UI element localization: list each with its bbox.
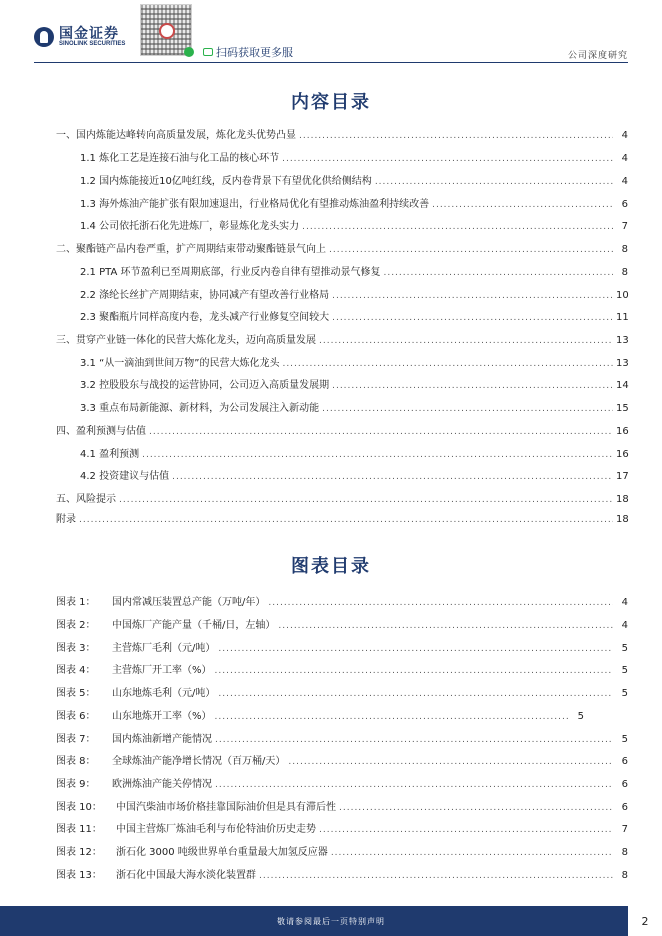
figure-entry[interactable]: 图表 2： 中国炼厂产能产量（千桶/日，左轴） ..... 4	[56, 618, 628, 632]
scan-tip-text: 扫码获取更多服	[216, 46, 293, 59]
figure-entry[interactable]: 图表 1： 国内常减压装置总产能（万吨/年） ..... 4	[56, 595, 628, 609]
figures-title: 图表目录	[291, 556, 371, 577]
toc-entry[interactable]: 2.1 PTA 环节盈利已至周期底部，行业反内卷自律有望推动景气修复 ..... 8	[80, 265, 628, 279]
toc-entry[interactable]: 3.1 “从一滴油到世间万物”的民营大炼化龙头 ..... 13	[80, 356, 628, 370]
toc-entry[interactable]: 五、风险提示 ..... 18	[56, 492, 628, 506]
logo-english-name: SINOLINK SECURITIES	[59, 41, 126, 47]
toc-title: 内容目录	[291, 92, 371, 113]
toc-entry[interactable]: 1.1 炼化工艺是连接石油与化工品的核心环节 ..... 4	[80, 151, 628, 165]
toc-entry[interactable]: 3.3 重点布局新能源、新材料，为公司发展注入新动能 ..... 15	[80, 401, 628, 415]
figure-entry[interactable]: 图表 13： 浙石化中国最大海水淡化装置群 ..... 8	[56, 868, 628, 882]
scan-icon	[203, 48, 213, 56]
toc-entry[interactable]: 三、贯穿产业链一体化的民营大炼化龙头，迈向高质量发展 ..... 13	[56, 333, 628, 347]
toc-entry[interactable]: 3.2 控股股东与战投的运营协同，公司迈入高质量发展期 ..... 14	[80, 378, 628, 392]
figure-entry[interactable]: 图表 7： 国内炼油新增产能情况 ..... 5	[56, 732, 628, 746]
figure-entry[interactable]: 图表 5： 山东地炼毛利（元/吨） ..... 5	[56, 686, 628, 700]
wechat-badge-icon	[184, 47, 194, 57]
figure-entry[interactable]: 图表 9： 欧洲炼油产能关停情况 ..... 6	[56, 777, 628, 791]
figure-entry[interactable]: 图表 11： 中国主营炼厂炼油毛利与布伦特油价历史走势 ..... 7	[56, 822, 628, 836]
header-divider	[34, 62, 628, 63]
toc-entry[interactable]: 4.1 盈利预测 ..... 16	[80, 447, 628, 461]
toc-entry[interactable]: 1.2 国内炼能接近10亿吨红线，反内卷背景下有望优化供给侧结构 ..... 4	[80, 174, 628, 188]
page-header	[0, 0, 662, 64]
scan-tip[interactable]	[203, 44, 293, 60]
figure-entry[interactable]: 图表 8： 全球炼油产能净增长情况（百万桶/天） ..... 6	[56, 754, 628, 768]
footer-disclaimer[interactable]: 敬请参阅最后一页特别声明	[277, 917, 385, 926]
page-number: 2	[641, 914, 649, 928]
company-logo	[34, 26, 125, 48]
toc-entry[interactable]: 一、国内炼能达峰转向高质量发展，炼化龙头优势凸显 ..... 4	[56, 128, 628, 142]
toc-entry[interactable]: 2.2 涤纶长丝扩产周期结束，协同减产有望改善行业格局 ..... 10	[80, 288, 628, 302]
toc-entry[interactable]: 2.3 聚酯瓶片同样高度内卷，龙头减产行业修复空间较大 ..... 11	[80, 310, 628, 324]
logo-icon	[34, 27, 54, 47]
toc-entry[interactable]: 二、聚酯链产品内卷严重，扩产周期结束带动聚酯链景气向上 ..... 8	[56, 242, 628, 256]
figure-entry[interactable]: 图表 4： 主营炼厂开工率（%） ..... 5	[56, 663, 628, 677]
figure-entry[interactable]: 图表 12： 浙石化 3000 吨级世界单台重量最大加氢反应器 ..... 8	[56, 845, 628, 859]
figure-entry[interactable]: 图表 6： 山东地炼开工率（%） ..... 5	[56, 709, 584, 723]
toc-entry[interactable]: 4.2 投资建议与估值 ..... 17	[80, 469, 628, 483]
logo-chinese-name: 国金证券	[59, 25, 119, 41]
figure-entry[interactable]: 图表 10： 中国汽柴油市场价格挂靠国际油价但是具有滞后性 ..... 6	[56, 800, 628, 814]
toc-entry[interactable]: 附录 ..... 18	[56, 512, 628, 526]
toc-entry[interactable]: 1.3 海外炼油产能扩张有限加速退出，行业格局优化有望推动炼油盈利持续改善 ..... 6	[80, 197, 628, 211]
report-type-label: 公司深度研究	[567, 51, 628, 61]
toc-entry[interactable]: 四、盈利预测与估值 ..... 16	[56, 424, 628, 438]
toc-entry[interactable]: 1.4 公司依托浙石化先进炼厂，彰显炼化龙头实力 ..... 7	[80, 219, 628, 233]
figure-entry[interactable]: 图表 3： 主营炼厂毛利（元/吨） ..... 5	[56, 641, 628, 655]
